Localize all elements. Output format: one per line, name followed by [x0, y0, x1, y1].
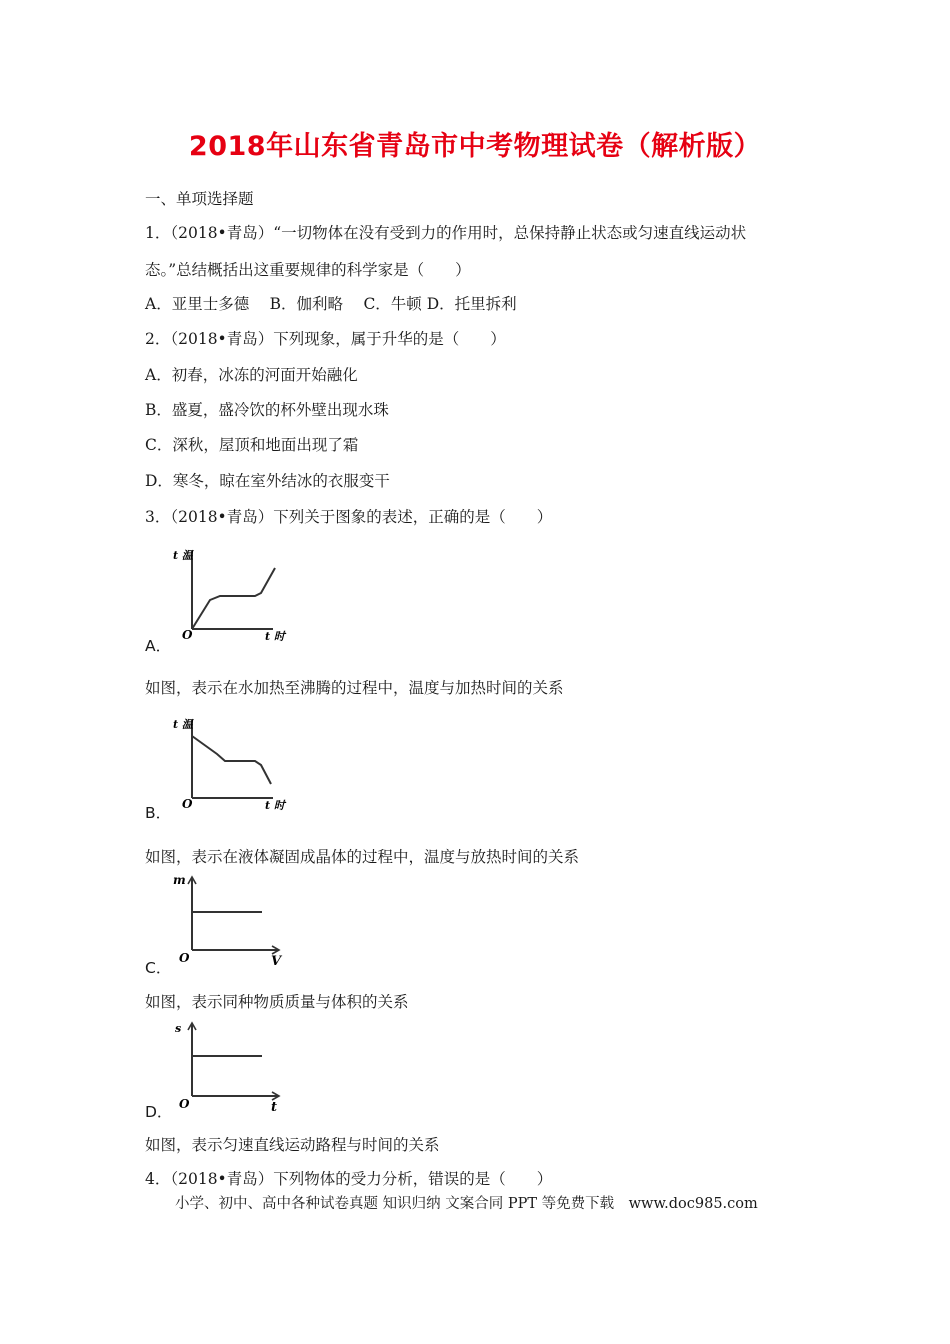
graph-a-origin: O — [182, 628, 193, 642]
graph-b-y-label: t 温 — [173, 718, 193, 731]
graph-d-label: D． — [145, 1103, 173, 1121]
graph-c-origin: O — [179, 951, 190, 965]
question-3-stem: 3．（2018•青岛）下列关于图象的表述，正确的是（ ） — [145, 508, 553, 526]
graph-a-y-label: t 温 — [173, 549, 193, 562]
graph-b-origin: O — [182, 797, 193, 811]
graph-d-origin: O — [179, 1097, 190, 1111]
question-4-stem: 4．（2018•青岛）下列物体的受力分析，错误的是（ ） — [145, 1170, 553, 1188]
question-1-line-2: 态。”总结概括出这重要规律的科学家是（ ） — [145, 261, 471, 279]
question-2-stem: 2．（2018•青岛）下列现象，属于升华的是（ ） — [145, 330, 506, 348]
graph-d-description: 如图，表示匀速直线运动路程与时间的关系 — [145, 1136, 440, 1154]
graph-c-description: 如图，表示同种物质质量与体积的关系 — [145, 993, 409, 1011]
graph-a-x-label: t 时 — [265, 630, 285, 643]
section-heading: 一、单项选择题 — [145, 190, 254, 208]
graph-d-y-label: s — [175, 1022, 182, 1035]
graph-c-y-label: m — [173, 873, 186, 887]
question-1-line-1: 1．（2018•青岛）“一切物体在没有受到力的作用时，总保持静止状态或匀速直线运动状 — [145, 224, 747, 242]
graph-b-description: 如图，表示在液体凝固成晶体的过程中，温度与放热时间的关系 — [145, 848, 580, 866]
question-1-options: A．亚里士多德 B．伽利略 C．牛顿 D．托里拆利 — [145, 295, 517, 313]
graph-a — [165, 545, 295, 643]
page-title: 2018年山东省青岛市中考物理试卷（解析版） — [188, 131, 762, 162]
graph-b-label: B． — [145, 804, 172, 822]
graph-d — [165, 1018, 295, 1114]
graph-c — [165, 872, 295, 968]
question-2-option-b: B．盛夏，盛冷饮的杯外壁出现水珠 — [145, 401, 389, 419]
question-2-option-d: D．寒冬，晾在室外结冰的衣服变干 — [145, 472, 390, 490]
graph-d-x-label: t — [271, 1100, 278, 1114]
graph-a-description: 如图，表示在水加热至沸腾的过程中，温度与加热时间的关系 — [145, 679, 564, 697]
graph-b-x-label: t 时 — [265, 799, 285, 812]
graph-b — [165, 714, 295, 812]
question-2-option-a: A．初春，冰冻的河面开始融化 — [145, 366, 358, 384]
graph-c-x-label: V — [271, 954, 282, 968]
question-2-option-c: C．深秋，屋顶和地面出现了霜 — [145, 436, 359, 454]
graph-a-label: A． — [145, 637, 172, 655]
graph-c-label: C． — [145, 959, 172, 977]
footer-advertisement: 小学、初中、高中各种试卷真题 知识归纳 文案合同 PPT 等免费下载 www.doc985.com — [175, 1196, 758, 1212]
